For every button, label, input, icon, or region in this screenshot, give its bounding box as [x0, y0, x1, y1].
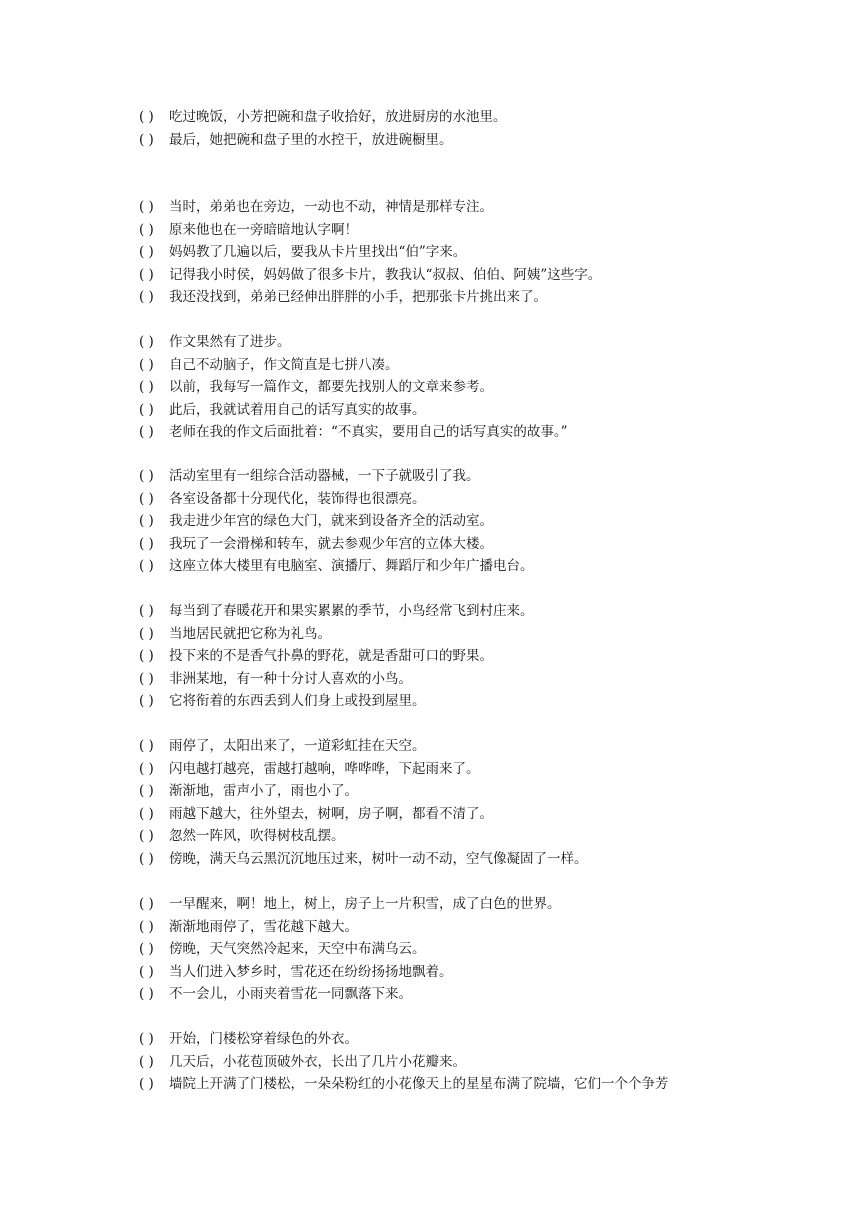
- answer-bracket[interactable]: ( ): [139, 963, 154, 980]
- answer-bracket[interactable]: ( ): [139, 109, 154, 125]
- answer-bracket[interactable]: ( ): [139, 896, 154, 912]
- sentence-text: 活动室里有一组综合活动器械，一下子就吸引了我。: [169, 468, 480, 484]
- answer-bracket[interactable]: ( ): [139, 379, 154, 396]
- sentence-line: [139, 780, 820, 803]
- sentence-text: 当人们进入梦乡时，雪花还在纷纷扬扬地飘着。: [169, 963, 453, 980]
- answer-bracket[interactable]: ( ): [139, 1076, 154, 1093]
- answer-bracket[interactable]: ( ): [139, 535, 154, 552]
- answer-bracket[interactable]: ( ): [139, 805, 154, 822]
- sentence-line: [139, 129, 820, 152]
- sentence-line: [139, 286, 820, 309]
- sentence-group-2: [139, 196, 820, 309]
- sentence-line: [139, 825, 820, 848]
- answer-bracket[interactable]: ( ): [139, 986, 154, 1003]
- sentence-line: [139, 241, 820, 264]
- sentence-text: 渐渐地，雷声小了，雨也小了。: [169, 783, 358, 800]
- sentence-group-1: [139, 106, 820, 151]
- sentence-group-7: [139, 893, 820, 1006]
- answer-bracket[interactable]: ( ): [139, 401, 154, 418]
- sentence-text: 几天后，小花苞顶破外衣，长出了几片小花瓣来。: [169, 1053, 466, 1070]
- answer-bracket[interactable]: ( ): [139, 334, 154, 350]
- sentence-line: [139, 668, 820, 691]
- sentence-text: 傍晚，满天乌云黑沉沉地压过来，树叶一动不动，空气像凝固了一样。: [169, 850, 588, 867]
- sentence-text: 吃过晚饭，小芳把碗和盘子收拾好，放进厨房的水池里。: [169, 109, 507, 125]
- sentence-line: [139, 264, 820, 287]
- sentence-line: [139, 510, 820, 533]
- sentence-text: 以前，我每写一篇作文，都要先找别人的文章来参考。: [169, 379, 493, 396]
- sentence-line: [139, 735, 820, 758]
- sentence-text: 渐渐地雨停了，雪花越下越大。: [169, 918, 358, 935]
- sentence-line: [139, 555, 820, 578]
- sentence-text: 各室设备都十分现代化，装饰得也很漂亮。: [169, 490, 426, 507]
- sentence-text: 这座立体大楼里有电脑室、演播厅、舞蹈厅和少年广播电台。: [169, 558, 534, 575]
- sentence-line: [139, 1028, 820, 1051]
- answer-bracket[interactable]: ( ): [139, 424, 154, 441]
- answer-bracket[interactable]: ( ): [139, 918, 154, 935]
- sentence-text: 雨越下越大，往外望去，树啊，房子啊，都看不清了。: [169, 805, 493, 822]
- sentence-line: [139, 488, 820, 511]
- sentence-line: [139, 421, 820, 444]
- answer-bracket[interactable]: ( ): [139, 648, 154, 665]
- answer-bracket[interactable]: ( ): [139, 490, 154, 507]
- answer-bracket[interactable]: ( ): [139, 289, 154, 306]
- sentence-text: 自己不动脑子，作文简直是七拼八凑。: [169, 356, 399, 373]
- sentence-line: [139, 645, 820, 668]
- sentence-line: [139, 376, 820, 399]
- answer-bracket[interactable]: ( ): [139, 603, 154, 619]
- sentence-text: 忽然一阵风，吹得树枝乱摆。: [169, 828, 345, 845]
- answer-bracket[interactable]: ( ): [139, 199, 154, 215]
- sentence-line: [139, 938, 820, 961]
- sentence-text: 原来他也在一旁暗暗地认字啊！: [169, 221, 358, 238]
- sentence-group-6: [139, 735, 820, 871]
- sentence-line: [139, 465, 820, 488]
- sentence-group-5: [139, 600, 820, 713]
- sentence-text: 闪电越打越亮，雷越打越响，哗哗哗，下起雨来了。: [169, 760, 480, 777]
- sentence-line: [139, 848, 820, 871]
- sentence-line: [139, 623, 820, 646]
- sentence-text: 老师在我的作文后面批着：“不真实，要用自己的话写真实的故事。”: [169, 424, 568, 441]
- sentence-line: [139, 533, 820, 556]
- answer-bracket[interactable]: ( ): [139, 1053, 154, 1070]
- answer-bracket[interactable]: ( ): [139, 131, 154, 148]
- sentence-text: 此后，我就试着用自己的话写真实的故事。: [169, 401, 426, 418]
- sentence-text: 我玩了一会滑梯和转车，就去参观少年宫的立体大楼。: [169, 535, 493, 552]
- answer-bracket[interactable]: ( ): [139, 693, 154, 710]
- answer-bracket[interactable]: ( ): [139, 513, 154, 530]
- sentence-text: 我走进少年宫的绿色大门，就来到设备齐全的活动室。: [169, 513, 493, 530]
- sentence-line: [139, 916, 820, 939]
- sentence-text: 开始，门楼松穿着绿色的外衣。: [169, 1031, 358, 1047]
- sentence-line: [139, 690, 820, 713]
- answer-bracket[interactable]: ( ): [139, 738, 154, 754]
- sentence-line: [139, 961, 820, 984]
- sentence-text: 作文果然有了进步。: [169, 334, 291, 350]
- sentence-text: 傍晚，天气突然冷起来，天空中布满乌云。: [169, 941, 426, 958]
- sentence-line: [139, 758, 820, 781]
- answer-bracket[interactable]: ( ): [139, 850, 154, 867]
- sentence-text: 记得我小时侯，妈妈做了很多卡片，教我认“叔叔、伯伯、阿姨”这些字。: [169, 266, 602, 283]
- sentence-line: [139, 399, 820, 422]
- sentence-group-3: [139, 331, 820, 444]
- sentence-line: [139, 1073, 820, 1096]
- sentence-line: [139, 600, 820, 623]
- sentence-text: 每当到了春暖花开和果实累累的季节，小鸟经常飞到村庄来。: [169, 603, 534, 619]
- sentence-line: [139, 983, 820, 1006]
- sentence-text: 当地居民就把它称为礼鸟。: [169, 625, 331, 642]
- sentence-line: [139, 1051, 820, 1074]
- sentence-text: 最后，她把碗和盘子里的水控干，放进碗橱里。: [169, 131, 453, 148]
- sentence-text: 非洲某地，有一种十分讨人喜欢的小鸟。: [169, 670, 412, 687]
- answer-bracket[interactable]: ( ): [139, 670, 154, 687]
- answer-bracket[interactable]: ( ): [139, 1031, 154, 1047]
- sentence-line: [139, 106, 820, 129]
- sentence-text: 墙院上开满了门楼松，一朵朵粉红的小花像天上的星星布满了院墙，它们一个个争芳: [169, 1076, 669, 1093]
- answer-bracket[interactable]: ( ): [139, 356, 154, 373]
- answer-bracket[interactable]: ( ): [139, 625, 154, 642]
- sentence-text: 我还没找到，弟弟已经伸出胖胖的小手，把那张卡片挑出来了。: [169, 289, 547, 306]
- answer-bracket[interactable]: ( ): [139, 244, 154, 261]
- sentence-text: 投下来的不是香气扑鼻的野花，就是香甜可口的野果。: [169, 648, 493, 665]
- sentence-group-4: [139, 465, 820, 578]
- sentence-group-8: [139, 1028, 820, 1096]
- sentence-line: [139, 331, 820, 354]
- answer-bracket[interactable]: ( ): [139, 266, 154, 283]
- answer-bracket[interactable]: ( ): [139, 828, 154, 845]
- sentence-line: [139, 196, 820, 219]
- sentence-line: [139, 803, 820, 826]
- answer-bracket[interactable]: ( ): [139, 760, 154, 777]
- sentence-text: 当时，弟弟也在旁边，一动也不动，神情是那样专注。: [169, 199, 493, 215]
- answer-bracket[interactable]: ( ): [139, 221, 154, 238]
- sentence-text: 不一会儿，小雨夹着雪花一同飘落下来。: [169, 986, 412, 1003]
- sentence-line: [139, 893, 820, 916]
- answer-bracket[interactable]: ( ): [139, 468, 154, 484]
- sentence-text: 它将衔着的东西丢到人们身上或投到屋里。: [169, 693, 426, 710]
- sentence-line: [139, 354, 820, 377]
- sentence-text: 妈妈教了几遍以后，要我从卡片里找出“伯”字来。: [169, 244, 467, 261]
- answer-bracket[interactable]: ( ): [139, 783, 154, 800]
- answer-bracket[interactable]: ( ): [139, 941, 154, 958]
- sentence-text: 雨停了，太阳出来了，一道彩虹挂在天空。: [169, 738, 426, 754]
- sentence-line: [139, 219, 820, 242]
- answer-bracket[interactable]: ( ): [139, 558, 154, 575]
- sentence-text: 一早醒来，啊！地上，树上，房子上一片积雪，成了白色的世界。: [169, 896, 561, 912]
